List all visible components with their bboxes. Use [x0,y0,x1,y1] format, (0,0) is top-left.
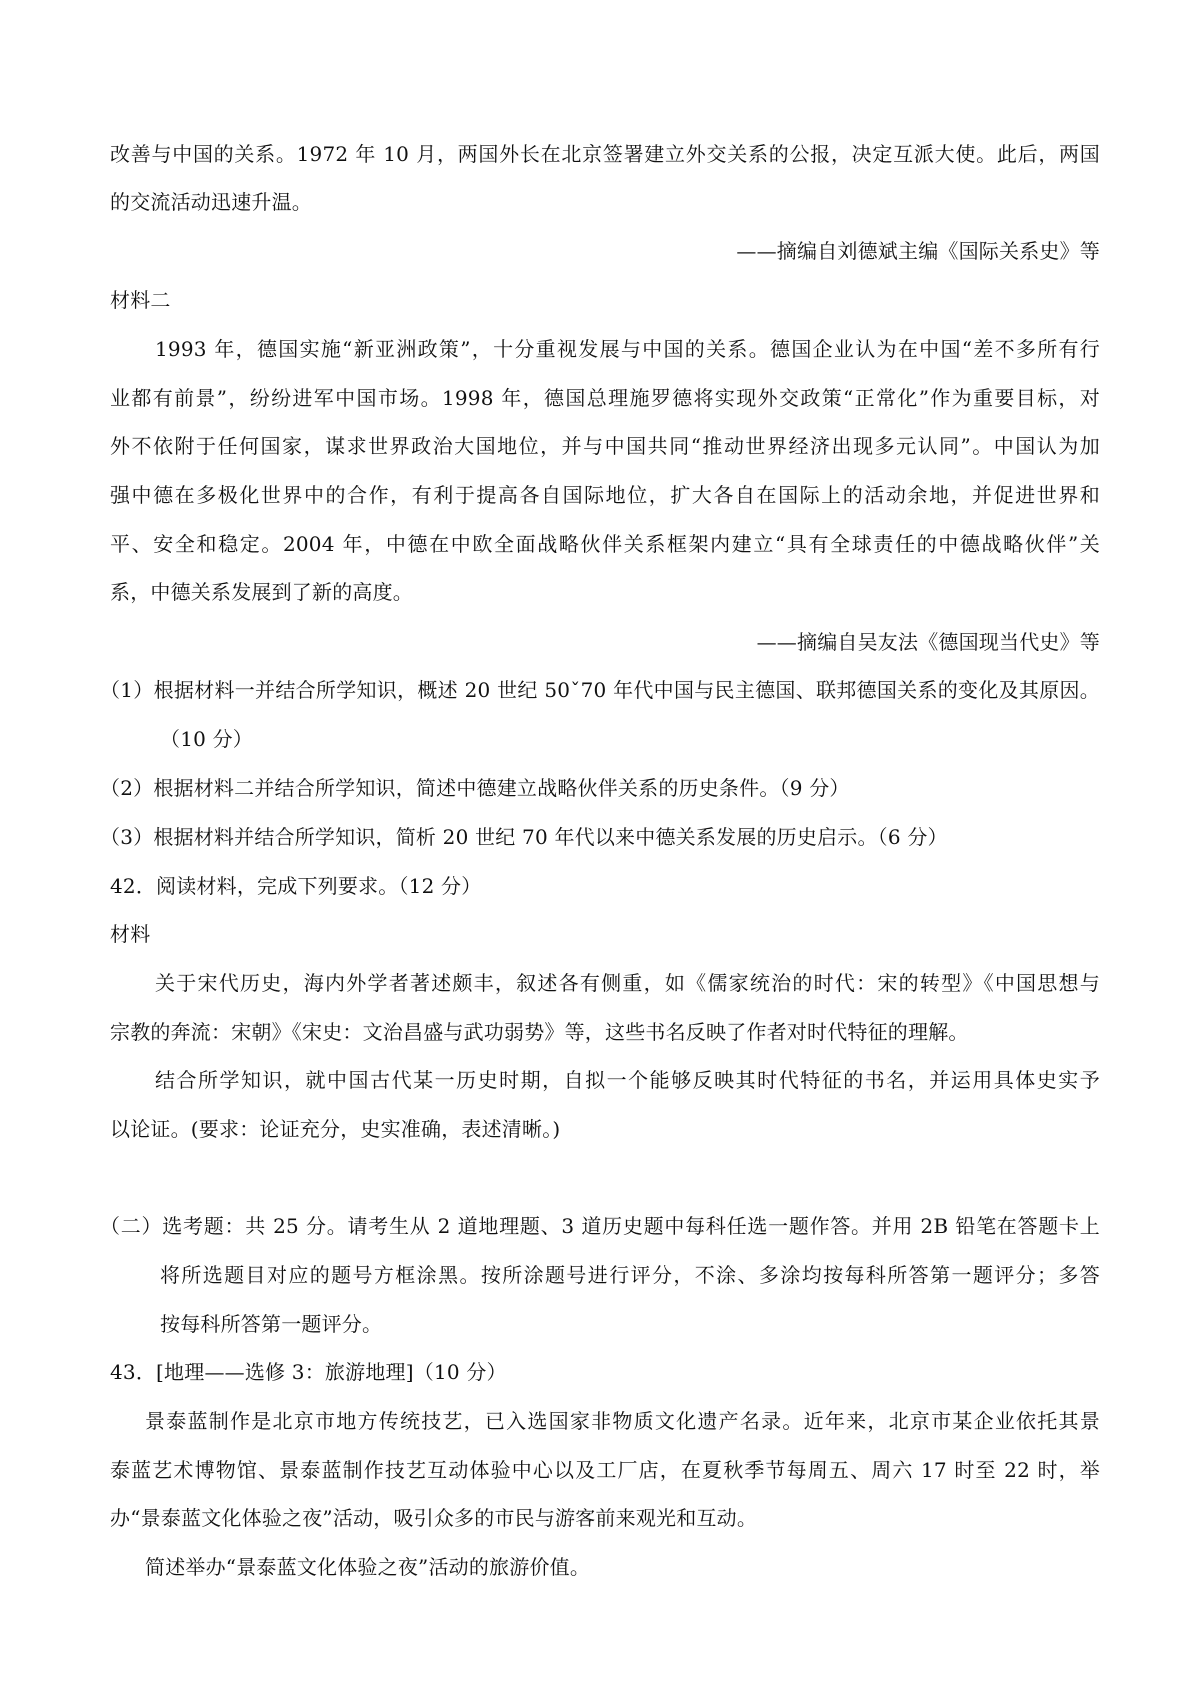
elective-instructions: 将所选题目对应的题号方框涂黑。按所涂题号进行评分，不涂、多涂均按每科所答第一题评分；多答 [160,1263,1100,1287]
passage-line: 简述举办“景泰蓝文化体验之夜”活动的旅游价值。 [145,1555,591,1579]
passage-line: 外不依附于任何国家，谋求世界政治大国地位，并与中国共同“推动世界经济出现多元认同”。中国认为加 [110,434,1100,458]
material-label: 材料二 [110,288,171,312]
passage-line: 平、安全和稳定。2004 年，中德在中欧全面战略伙伴关系框架内建立“具有全球责任的中德战略伙伴”关 [110,532,1100,556]
question-43-title: 43．[地理——选修 3：旅游地理]（10 分） [110,1360,507,1384]
elective-instructions: （二）选考题：共 25 分。请考生从 2 道地理题、3 道历史题中每科任选一题作答。并用 2B 铅笔在答题卡上 [100,1214,1100,1238]
passage-line: 业都有前景”，纷纷进军中国市场。1998 年，德国总理施罗德将实现外交政策“正常化”作为重要目标，对 [110,386,1100,410]
source-citation: ——摘编自刘德斌主编《国际关系史》等 [736,239,1100,263]
passage-line: 1993 年，德国实施“新亚洲政策”，十分重视发展与中国的关系。德国企业认为在中国“差不多所有行 [155,337,1100,361]
passage-line: 强中德在多极化世界中的合作，有利于提高各自国际地位，扩大各自在国际上的活动余地，并促进世界和 [110,483,1100,507]
question-41-3: （3）根据材料并结合所学知识，简析 20 世纪 70 年代以来中德关系发展的历史启示。（6 分） [100,825,948,849]
passage-line: 系，中德关系发展到了新的高度。 [110,580,413,604]
material-label: 材料 [110,922,151,946]
passage-line: 景泰蓝制作是北京市地方传统技艺，已入选国家非物质文化遗产名录。近年来，北京市某企业依托其景 [145,1409,1100,1433]
passage-line: 的交流活动迅速升温。 [110,190,312,214]
passage-line: 宗教的奔流：宋朝》《宋史：文治昌盛与武功弱势》等，这些书名反映了作者对时代特征的理解。 [110,1020,969,1044]
passage-line: 改善与中国的关系。1972 年 10 月，两国外长在北京签署建立外交关系的公报，决定互派大使。此后，两国 [110,142,1100,166]
question-41-1: （1）根据材料一并结合所学知识，概述 20 世纪 50ˇ70 年代中国与民主德国、联邦德国关系的变化及其原因。 [100,678,1100,702]
question-41-2: （2）根据材料二并结合所学知识，简述中德建立战略伙伴关系的历史条件。（9 分） [100,776,850,800]
passage-line: 办“景泰蓝文化体验之夜”活动，吸引众多的市民与游客前来观光和互动。 [110,1506,758,1530]
passage-line: 结合所学知识，就中国古代某一历史时期，自拟一个能够反映其时代特征的书名，并运用具体史实予 [155,1068,1100,1092]
passage-line: 关于宋代历史，海内外学者著述颇丰，叙述各有侧重，如《儒家统治的时代：宋的转型》《中国思想与 [155,971,1100,995]
source-citation: ——摘编自吴友法《德国现当代史》等 [756,630,1100,654]
elective-instructions: 按每科所答第一题评分。 [160,1312,383,1336]
passage-line: 泰蓝艺术博物馆、景泰蓝制作技艺互动体验中心以及工厂店，在夏秋季节每周五、周六 17 时至 22 时，举 [110,1458,1100,1482]
passage-line: 以论证。(要求：论证充分，史实准确，表述清晰。) [110,1117,561,1141]
question-42-title: 42．阅读材料，完成下列要求。（12 分） [110,874,482,898]
question-41-1-score: （10 分） [160,727,254,751]
